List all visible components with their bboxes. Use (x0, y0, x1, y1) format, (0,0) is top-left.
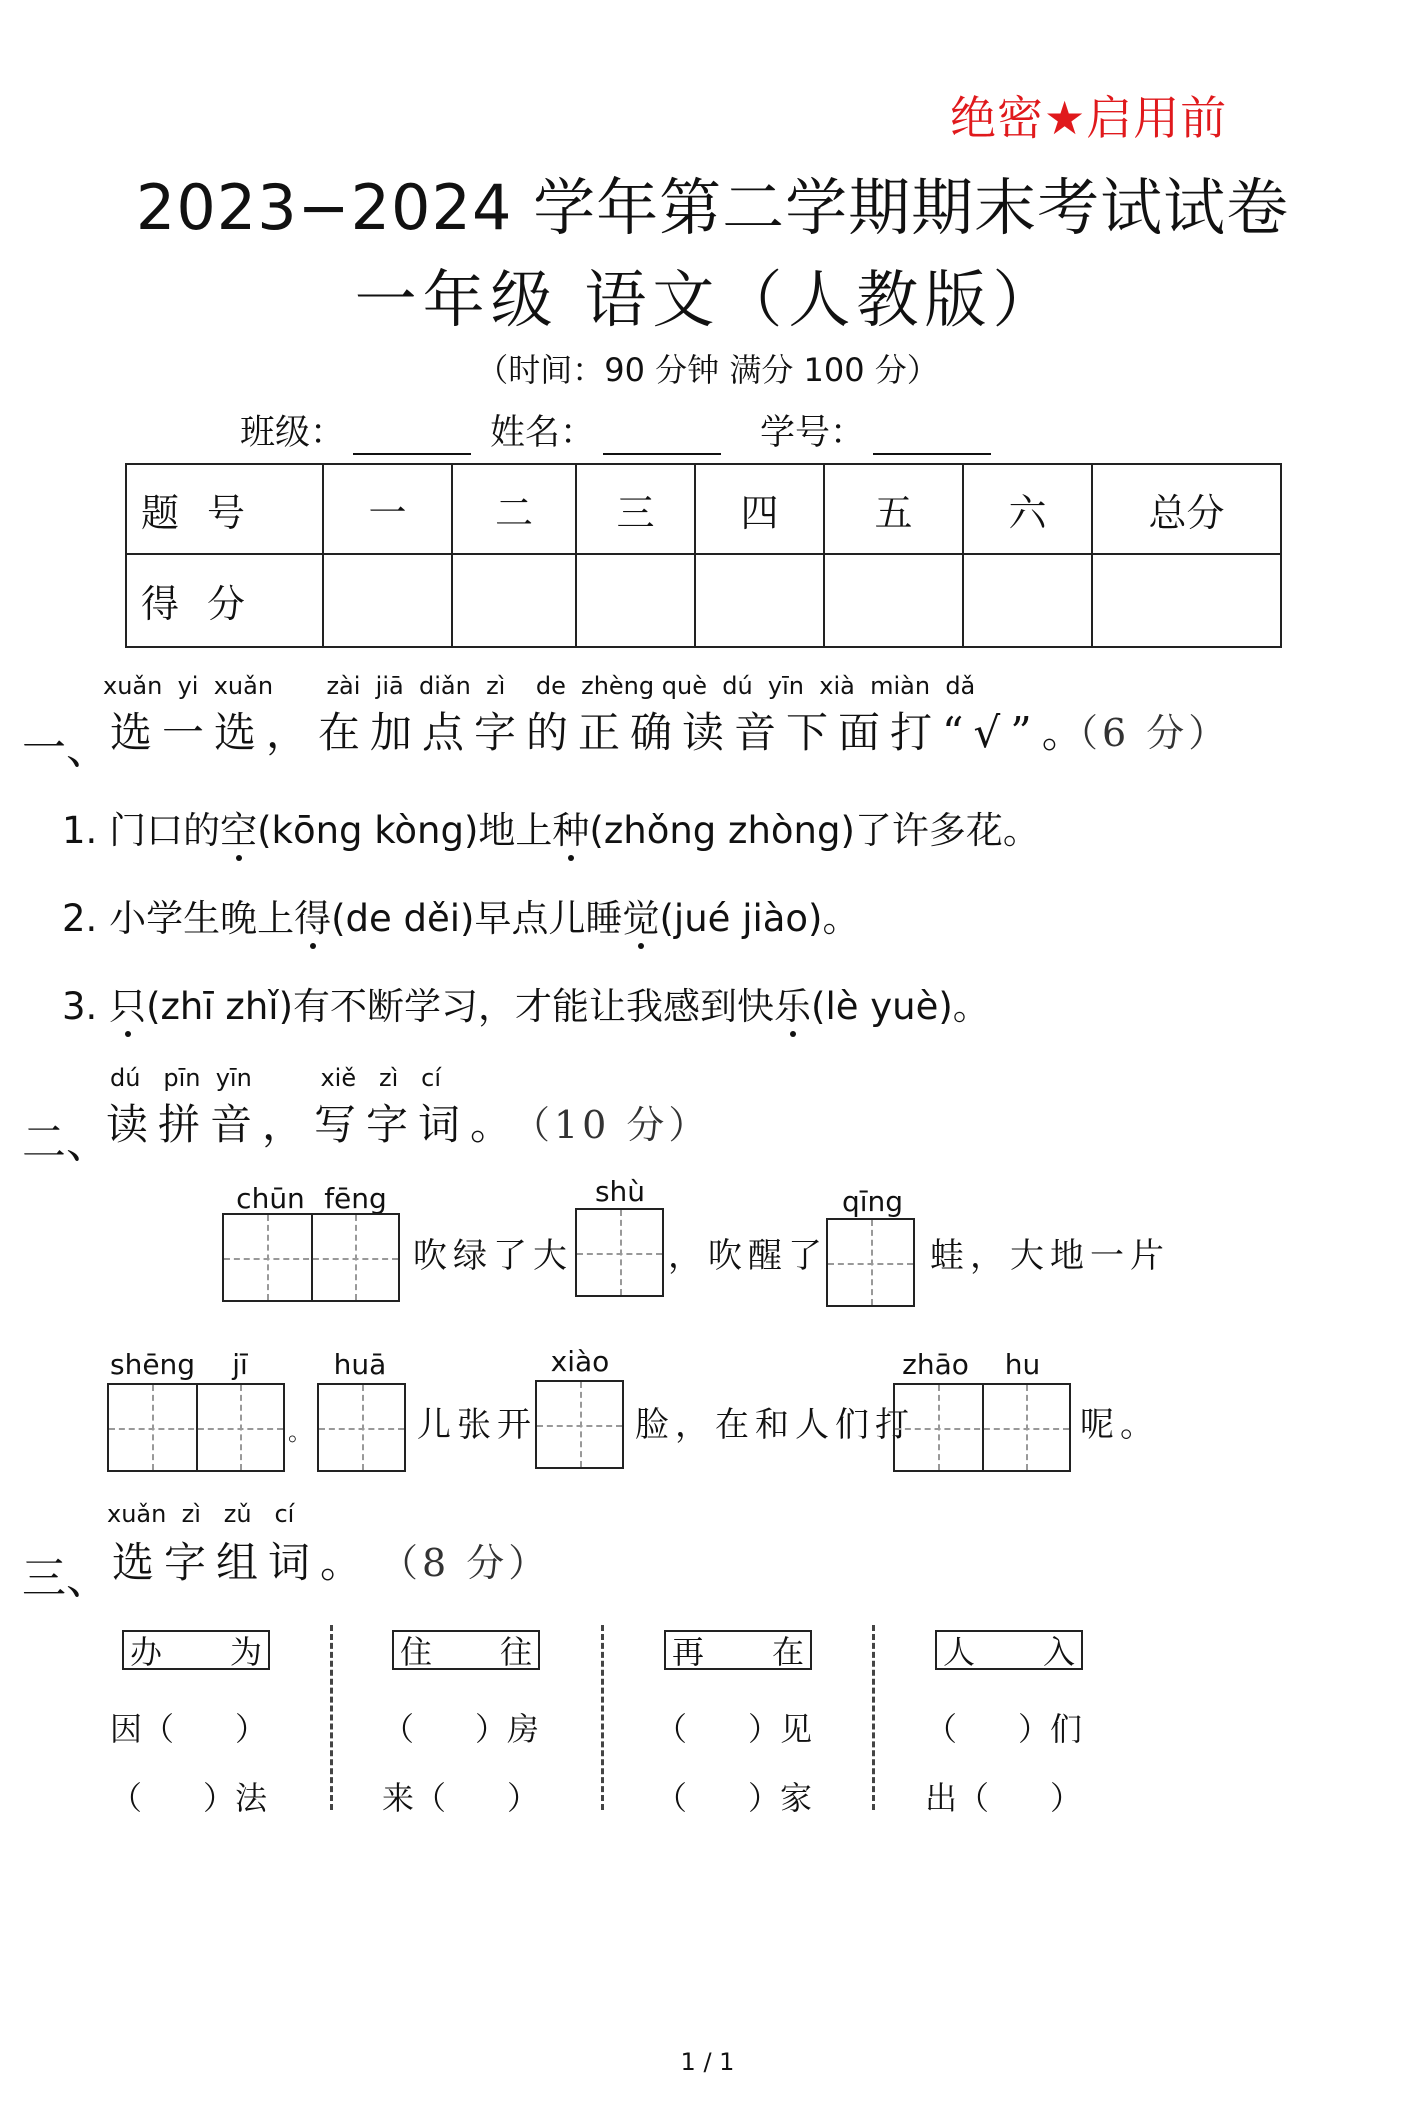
fill-text-3: 蛙，大地一片 (930, 1236, 1170, 1276)
section1-pinyin: xuǎn yi xuǎn zài jiā diǎn zì de zhèng què dú yīn xià miàn dǎ (103, 672, 976, 700)
question-3 (62, 976, 990, 1030)
name-field[interactable] (490, 405, 721, 455)
group-divider (872, 1625, 875, 1810)
q2-text-a: 小学生晚上 (109, 897, 295, 940)
word-blank[interactable]: （ ）们 (925, 1710, 1083, 1748)
section1-number: 一、 (22, 723, 110, 774)
score-col-total: 总分 (1092, 464, 1281, 554)
question-2 (62, 888, 860, 942)
pinyin-ji: jī (232, 1348, 248, 1381)
exam-title: 2023−2024 学年第二学期期末考试试卷 (135, 171, 1290, 244)
pinyin-feng: fēng (324, 1182, 387, 1215)
word-blank[interactable]: （ ）房 (382, 1710, 540, 1748)
char-option[interactable]: 办 (130, 1633, 163, 1671)
score-row-label: 得分 (126, 554, 323, 647)
score-col-3: 三 (576, 464, 695, 554)
char-option[interactable]: 住 (400, 1633, 433, 1671)
writing-box-hua[interactable] (317, 1383, 406, 1472)
q1-text-a: 门口的 (109, 809, 221, 852)
q3-options-2[interactable]: (lè yuè)。 (811, 985, 990, 1028)
student-id-blank[interactable] (873, 419, 991, 455)
q2-options-1[interactable]: (de děi)早点儿睡 (331, 897, 623, 940)
score-cell[interactable] (824, 554, 963, 647)
pinyin-zhao: zhāo (902, 1348, 969, 1381)
char-choice-box-1 (122, 1630, 270, 1670)
q3-options-1[interactable]: (zhī zhǐ)有不断学习，才能让我感到快 (146, 985, 775, 1028)
fill-text-4: 。 (288, 1418, 318, 1446)
q2-number: 2. (62, 897, 98, 940)
fill-text-5: 儿张开 (417, 1405, 537, 1445)
page-indicator: 1 / 1 (680, 2048, 735, 2076)
char-choice-box-2 (392, 1630, 540, 1670)
pinyin-xiao: xiào (550, 1345, 610, 1378)
q1-dotted-char-2: 种 (552, 809, 590, 852)
score-col-4: 四 (695, 464, 824, 554)
word-blank[interactable]: （ ）家 (655, 1779, 813, 1817)
char-choice-box-3 (664, 1630, 812, 1670)
word-blank[interactable]: 来（ ） (382, 1779, 540, 1817)
q2-dotted-char-2: 觉 (622, 897, 660, 940)
score-col-6: 六 (963, 464, 1092, 554)
name-label: 姓名： (490, 413, 596, 453)
time-info: （时间：90 分钟 满分 100 分） (476, 351, 939, 389)
score-col-5: 五 (824, 464, 963, 554)
word-blank[interactable]: 出（ ） (925, 1779, 1083, 1817)
class-blank[interactable] (353, 419, 471, 455)
section3-number: 三、 (22, 1553, 110, 1604)
q1-number: 1. (62, 809, 98, 852)
writing-box-qing[interactable] (826, 1218, 915, 1307)
writing-box-zhaohu[interactable] (893, 1383, 1071, 1472)
char-option[interactable]: 往 (499, 1633, 532, 1671)
q2-dotted-char-1: 得 (294, 897, 332, 940)
pinyin-hua: huā (333, 1348, 387, 1381)
student-id-field[interactable] (760, 405, 991, 455)
word-blank[interactable]: （ ）法 (110, 1779, 268, 1817)
pinyin-chun: chūn (236, 1182, 305, 1215)
q1-options-1[interactable]: (kōng kòng)地上 (257, 809, 553, 852)
score-cell[interactable] (452, 554, 576, 647)
pinyin-qing: qīng (841, 1185, 904, 1218)
score-cell[interactable] (576, 554, 695, 647)
exam-subtitle: 一年级 语文（人教版） (354, 263, 1061, 336)
class-field[interactable] (240, 405, 471, 455)
fill-text-7: 呢。 (1080, 1405, 1160, 1445)
q1-options-2[interactable]: (zhǒng zhòng)了许多花。 (589, 809, 1040, 852)
score-col-label: 题号 (126, 464, 323, 554)
student-id-label: 学号： (760, 413, 866, 453)
question-1 (62, 800, 1040, 854)
word-blank[interactable]: 因（ ） (110, 1710, 268, 1748)
group-divider (601, 1625, 604, 1810)
score-col-1: 一 (323, 464, 452, 554)
writing-box-shengji[interactable] (107, 1383, 285, 1472)
q3-number: 3. (62, 985, 98, 1028)
char-choice-box-4 (935, 1630, 1083, 1670)
char-option[interactable]: 人 (943, 1633, 976, 1671)
score-table-score-row (126, 554, 1281, 647)
writing-box-xiao[interactable] (535, 1380, 624, 1469)
score-cell[interactable] (323, 554, 452, 647)
score-cell[interactable] (695, 554, 824, 647)
section3-instruction: 选字组词。 (112, 1538, 373, 1587)
section2-pinyin: dú pīn yīn xiě zì cí (110, 1064, 441, 1092)
score-table (125, 463, 1282, 648)
name-blank[interactable] (603, 419, 721, 455)
class-label: 班级： (240, 413, 346, 453)
section2-number: 二、 (22, 1117, 110, 1168)
pinyin-shu: shù (594, 1175, 646, 1208)
char-option[interactable]: 再 (672, 1633, 705, 1671)
char-option[interactable]: 为 (229, 1633, 262, 1671)
fill-text-2: ，吹醒了 (668, 1236, 828, 1276)
q3-dotted-char-2: 乐 (774, 985, 812, 1028)
q2-options-2[interactable]: (jué jiào)。 (659, 897, 860, 940)
q3-dotted-char-1: 只 (109, 985, 147, 1028)
section2-score: （10 分） (512, 1103, 711, 1147)
char-option[interactable]: 入 (1042, 1633, 1075, 1671)
score-col-2: 二 (452, 464, 576, 554)
writing-box-shu[interactable] (575, 1208, 664, 1297)
fill-text-6: 脸，在和人们打 (635, 1405, 915, 1445)
pinyin-sheng: shēng (110, 1348, 196, 1381)
section1-score: （6 分） (1060, 711, 1231, 755)
score-table-header-row (126, 464, 1281, 554)
score-cell[interactable] (1092, 554, 1281, 647)
section3-pinyin: xuǎn zì zǔ cí (107, 1500, 295, 1528)
pinyin-hu: hu (1004, 1348, 1041, 1381)
char-option[interactable]: 在 (771, 1633, 804, 1671)
section2-instruction: 读拼音，写字词。 (106, 1100, 523, 1149)
q1-dotted-char-1: 空 (220, 809, 258, 852)
section3-score: （8 分） (380, 1541, 551, 1585)
group-divider (330, 1625, 333, 1810)
fill-text-1: 吹绿了大 (413, 1236, 573, 1276)
score-cell[interactable] (963, 554, 1092, 647)
section1-instruction: 选一选，在加点字的正确读音下面打“√”。 (110, 708, 1094, 757)
word-blank[interactable]: （ ）见 (655, 1710, 813, 1748)
confidential-mark: 绝密★启用前 (950, 91, 1228, 145)
writing-box-chunfeng[interactable] (222, 1213, 400, 1302)
